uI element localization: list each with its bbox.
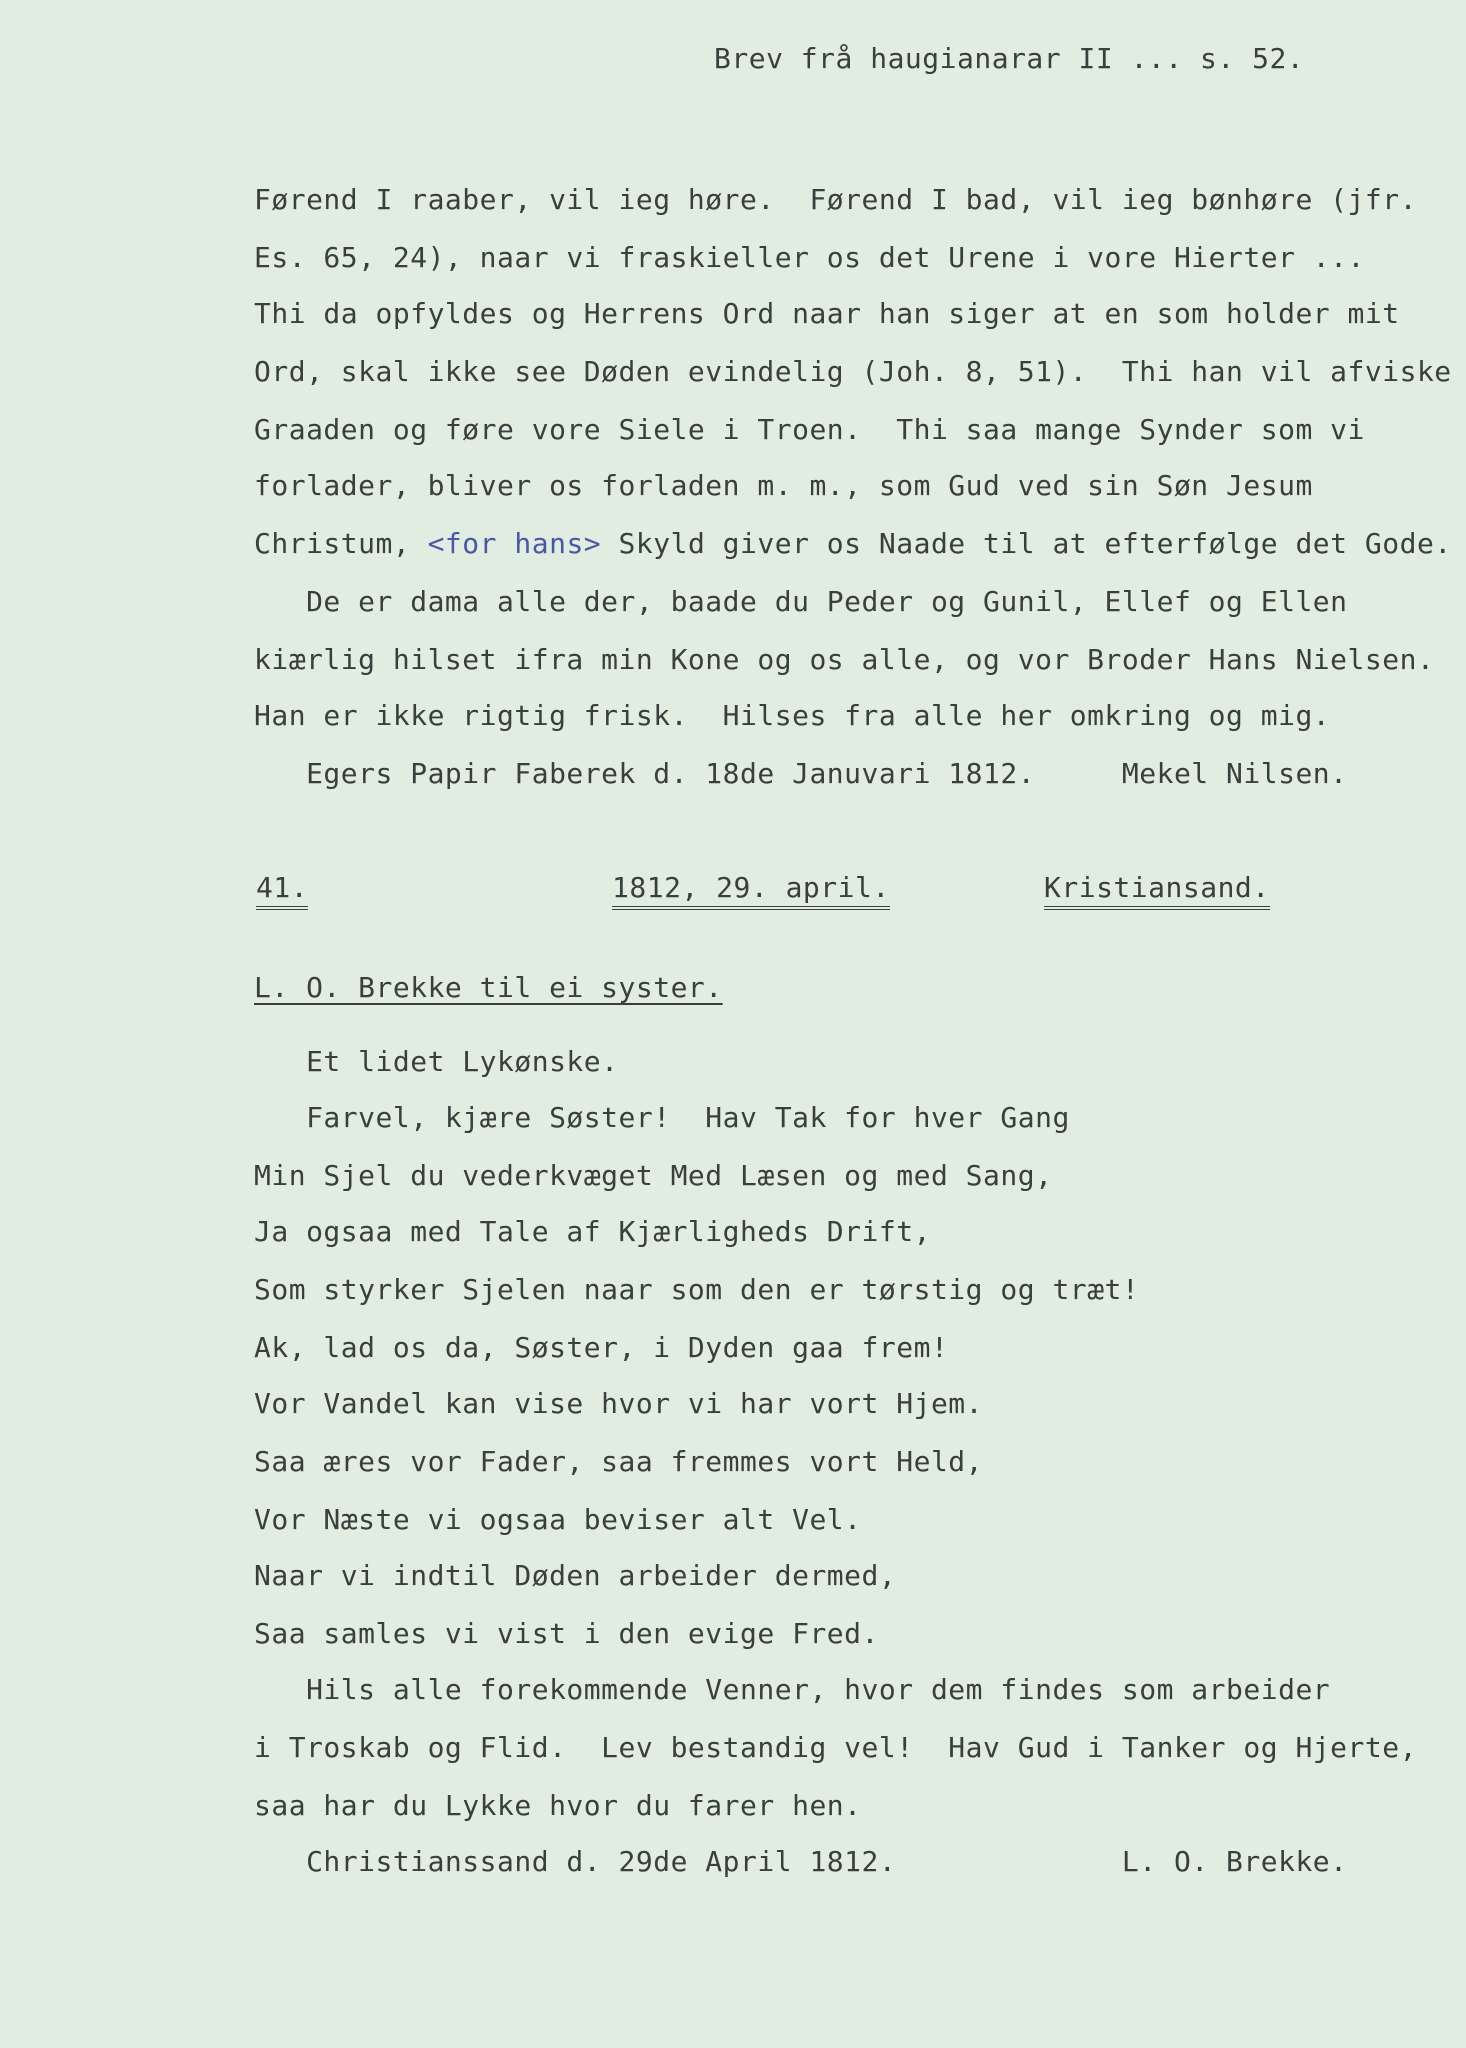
text-line: Ord, skal ikke see Døden evindelig (Joh. 8, 51). Thi han vil afviske bbox=[254, 355, 1452, 388]
text-line: Vor Vandel kan vise hvor vi har vort Hjem. bbox=[254, 1387, 984, 1420]
text-segment: Skyld giver os Naade til at efterfølge det Gode. bbox=[601, 527, 1452, 560]
text-line-christum bbox=[254, 527, 1452, 560]
text-line: i Troskab og Flid. Lev bestandig vel! Hav Gud i Tanker og Hjerte, bbox=[254, 1731, 1417, 1764]
text-line: Et lidet Lykønske. bbox=[254, 1045, 619, 1078]
signature-line: Egers Papir Faberek d. 18de Januvari 1812. Mekel Nilsen. bbox=[254, 757, 1348, 790]
text-line: forlader, bliver os forladen m. m., som Gud ved sin Søn Jesum bbox=[254, 469, 1313, 502]
text-line: Es. 65, 24), naar vi fraskieller os det Urene i vore Hierter ... bbox=[254, 241, 1365, 274]
text-line: Thi da opfyldes og Herrens Ord naar han siger at en som holder mit bbox=[254, 297, 1400, 330]
text-line: Saa æres vor Fader, saa fremmes vort Held, bbox=[254, 1445, 984, 1478]
text-line: De er dama alle der, baade du Peder og Gunil, Ellef og Ellen bbox=[254, 585, 1348, 618]
text-line: Hils alle forekommende Venner, hvor dem findes som arbeider bbox=[254, 1673, 1331, 1706]
letter-title: L. O. Brekke til ei syster. bbox=[254, 971, 723, 1004]
text-line: saa har du Lykke hvor du farer hen. bbox=[254, 1789, 862, 1822]
text-line: Førend I raaber, vil ieg høre. Førend I bad, vil ieg bønhøre (jfr. bbox=[254, 183, 1417, 216]
text-line: Vor Næste vi ogsaa beviser alt Vel. bbox=[254, 1503, 862, 1536]
text-line: Min Sjel du vederkvæget Med Læsen og med Sang, bbox=[254, 1159, 1053, 1192]
section-date: 1812, 29. april. bbox=[612, 874, 890, 902]
text-line: Han er ikke rigtig frisk. Hilses fra alle her omkring og mig. bbox=[254, 699, 1331, 732]
text-line: Graaden og føre vore Siele i Troen. Thi saa mange Synder som vi bbox=[254, 413, 1365, 446]
section-place: Kristiansand. bbox=[1044, 874, 1270, 902]
text-line: Naar vi indtil Døden arbeider dermed, bbox=[254, 1559, 897, 1592]
text-line: Ja ogsaa med Tale af Kjærligheds Drift, bbox=[254, 1215, 931, 1248]
text-segment: Christum, bbox=[254, 527, 428, 560]
section-number: 41. bbox=[256, 874, 308, 902]
text-line: kiærlig hilset ifra min Kone og os alle, og vor Broder Hans Nielsen. bbox=[254, 643, 1435, 676]
text-line: Ak, lad os da, Søster, i Dyden gaa frem! bbox=[254, 1331, 949, 1364]
text-line: Som styrker Sjelen naar som den er tørstig og træt! bbox=[254, 1273, 1140, 1306]
page-header: Brev frå haugianarar II ... s. 52. bbox=[714, 42, 1305, 75]
handwritten-insert: <for hans> bbox=[427, 527, 602, 560]
signature-line: Christianssand d. 29de April 1812. L. O. Brekke. bbox=[254, 1845, 1348, 1878]
text-line: Farvel, kjære Søster! Hav Tak for hver Gang bbox=[254, 1101, 1070, 1134]
text-line: Saa samles vi vist i den evige Fred. bbox=[254, 1617, 879, 1650]
